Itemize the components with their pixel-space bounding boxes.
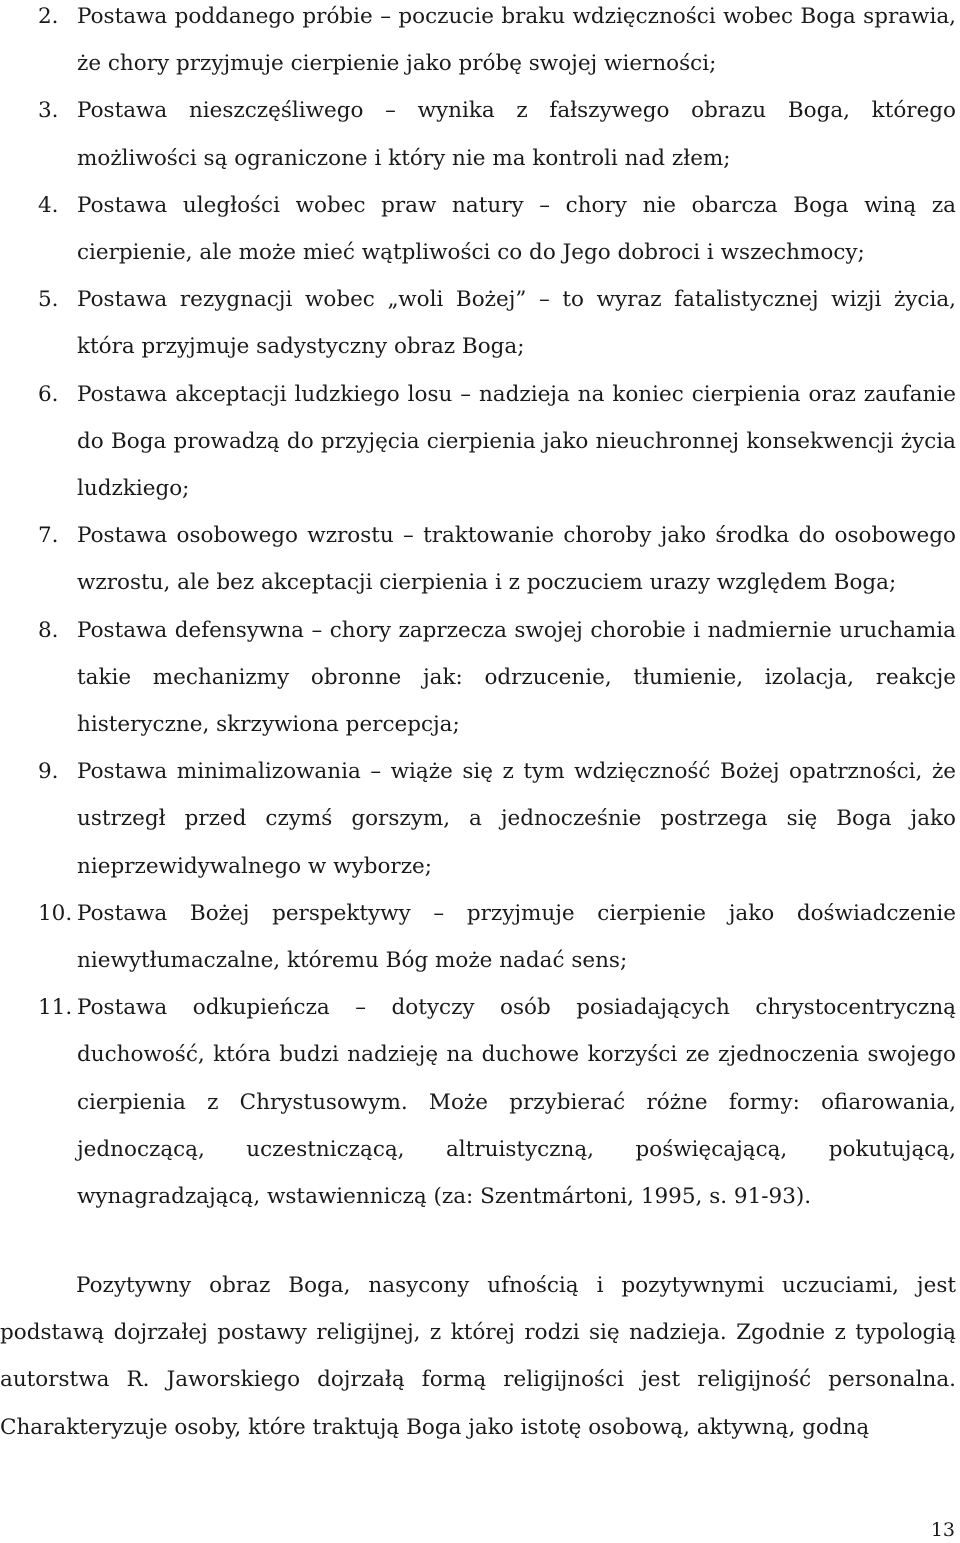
list-item-text: Postawa poddanego próbie – poczucie braku wdzięczności wobec Boga sprawia, że chory przyjmuje cierpienie jako próbę swojej wierności; — [77, 4, 956, 77]
list-item-text: Postawa rezygnacji wobec „woli Bożej” – to wyraz fatalistycznej wizji życia, która przyjmuje sadystyczny obraz Boga; — [77, 287, 956, 360]
list-item-number: 3. — [38, 98, 59, 124]
body-paragraph: Pozytywny obraz Boga, nasycony ufnością i pozytywnymi uczuciami, jest podstawą dojrzałej postawy religijnej, z której rodzi się nadzieja. Zgodnie z typologią autorstwa R. Jaworskiego dojrzałą formą religijności jest religijność personalna. Charakteryzuje osoby, które traktują Boga jako istotę osobową, aktywną, godną — [0, 1273, 956, 1440]
list-item — [0, 748, 960, 890]
list-item — [0, 984, 960, 1220]
list-item — [0, 607, 960, 749]
list-item-text: Postawa osobowego wzrostu – traktowanie choroby jako środka do osobowego wzrostu, ale bez akceptacji cierpienia i z poczuciem urazy względem Boga; — [77, 523, 956, 596]
list-item — [0, 512, 960, 606]
list-item-number: 6. — [38, 381, 59, 407]
page-number: 13 — [930, 1519, 955, 1541]
list-item-text: Postawa uległości wobec praw natury – chory nie obarcza Boga winą za cierpienie, ale może mieć wątpliwości co do Jego dobroci i wszechmocy; — [77, 192, 956, 266]
list-item — [0, 276, 960, 370]
list-item-number: 9. — [38, 759, 59, 785]
list-item — [0, 182, 960, 276]
list-item-number: 7. — [38, 523, 59, 549]
list-item-text: Postawa nieszczęśliwego – wynika z fałszywego obrazu Boga, którego możliwości są ograniczone i który nie ma kontroli nad złem; — [77, 98, 956, 171]
list-item — [0, 87, 960, 181]
list-item-number: 10. — [38, 900, 73, 926]
list-item-text: Postawa minimalizowania – wiąże się z tym wdzięczność Bożej opatrzności, że ustrzegł przed czymś gorszym, a jednocześnie postrzega się Boga jako nieprzewidywalnego w wyborze; — [77, 759, 956, 879]
list-item-number: 2. — [38, 4, 59, 29]
list-item-number: 11. — [38, 995, 73, 1021]
list-item — [0, 371, 960, 513]
list-item-text: Postawa Bożej perspektywy – przyjmuje cierpienie jako doświadczenie niewytłumaczalne, któremu Bóg może nadać sens; — [77, 900, 956, 974]
list-item-number: 8. — [38, 617, 59, 643]
list-item — [0, 890, 960, 984]
list-item-number: 5. — [38, 287, 59, 313]
list-item-text: Postawa defensywna – chory zaprzecza swojej chorobie i nadmiernie uruchamia takie mechanizmy obronne jak: odrzucenie, tłumienie, izolacja, reakcje histeryczne, skrzywiona percepcja; — [77, 617, 956, 738]
list-item — [0, 0, 960, 87]
list-item-text: Postawa akceptacji ludzkiego losu – nadzieja na koniec cierpienia oraz zaufanie do Boga prowadzą do przyjęcia cierpienia jako nieuchronnej konsekwencji życia ludzkiego; — [77, 381, 956, 502]
list-item-text: Postawa odkupieńcza – dotyczy osób posiadających chrystocentryczną duchowość, która budzi nadzieję na duchowe korzyści ze zjednoczenia swojego cierpienia z Chrystusowym. Może przybierać różne formy: ofiarowania, jednoczącą, uczestniczącą, altruistyczną, poświęcającą, pokutującą, wynagradzającą, wstawienniczą (za: Szentmártoni, 1995, s. 91-93). — [77, 995, 956, 1210]
list-item-number: 4. — [38, 192, 59, 218]
